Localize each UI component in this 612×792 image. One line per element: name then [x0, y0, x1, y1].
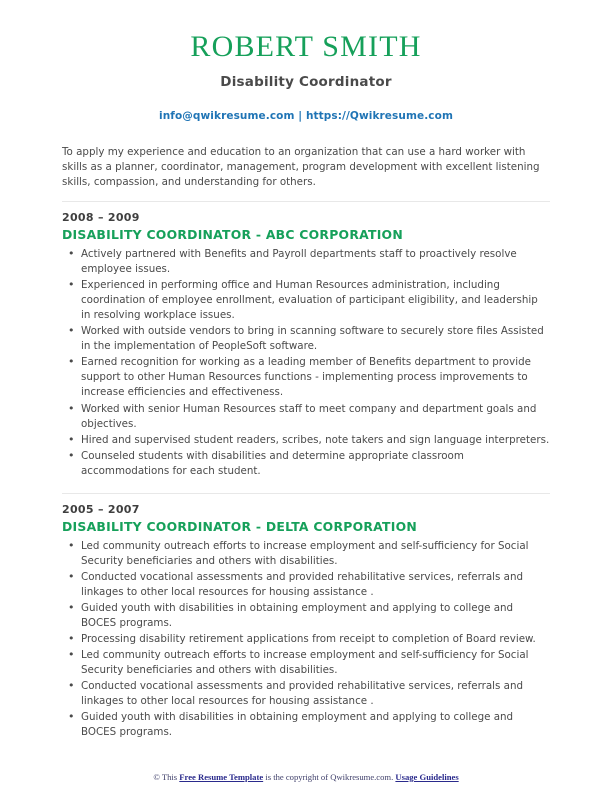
contact-info[interactable]: info@qwikresume.com | https://Qwikresume.com — [159, 109, 453, 122]
list-item: • Hired and supervised student readers, scribes, note takers and sign language interpreters. — [62, 433, 550, 448]
list-item: • Experienced in performing office and Human Resources administration, including coordination of employee enrollment, evaluation of participant eligibility, and leadership in resolving workplace issues. — [62, 278, 550, 323]
copyright-symbol: © — [153, 772, 160, 782]
list-item: • Worked with outside vendors to bring in scanning software to securely store files Assisted in the implementation of PeopleSoft software. — [62, 324, 550, 354]
list-item: • Guided youth with disabilities in obtaining employment and applying to college and BOCES programs. — [62, 710, 550, 740]
list-item: • Processing disability retirement applications from receipt to completion of Board review. — [62, 632, 550, 647]
section-divider — [62, 493, 550, 494]
experience-bullet-list — [62, 247, 550, 478]
resume-body — [0, 145, 612, 741]
usage-guidelines-link[interactable]: Usage Guidelines — [395, 772, 459, 782]
page-footer — [0, 772, 612, 782]
experience-entry — [62, 503, 550, 740]
experience-bullet-list — [62, 539, 550, 740]
experience-title: DISABILITY COORDINATOR - ABC CORPORATION — [62, 227, 403, 243]
list-item: • Guided youth with disabilities in obtaining employment and applying to college and BOCES programs. — [62, 601, 550, 631]
candidate-name: ROBERT SMITH — [190, 30, 422, 63]
candidate-job-title: Disability Coordinator — [220, 73, 392, 90]
experience-entry — [62, 211, 550, 478]
list-item: • Counseled students with disabilities and determine appropriate classroom accommodations for each student. — [62, 449, 550, 479]
experience-dates: 2008 – 2009 — [62, 211, 140, 225]
footer-mid-text: is the copyright of Qwikresume.com. — [265, 772, 394, 782]
experience-dates: 2005 – 2007 — [62, 502, 140, 516]
resume-header — [0, 0, 612, 122]
list-item: • Earned recognition for working as a leading member of Benefits department to provide support to other Human Resources functions - implementing process improvements to increase efficiencies and effectiveness. — [62, 355, 550, 400]
experience-title: DISABILITY COORDINATOR - DELTA CORPORATION — [62, 518, 417, 534]
summary-paragraph: To apply my experience and education to an organization that can use a hard worker with skills as a planner, coordinator, management, program development with excellent listening skills, compassion, and understanding for others. — [62, 145, 540, 188]
list-item: • Worked with senior Human Resources staff to meet company and department goals and objectives. — [62, 402, 550, 432]
footer-pre-text: This — [161, 772, 178, 782]
list-item: • Led community outreach efforts to increase employment and self-sufficiency for Social Security beneficiaries and others with disabilities. — [62, 539, 550, 569]
list-item: • Conducted vocational assessments and provided rehabilitative services, referrals and linkages to other local resources for housing assistance . — [62, 679, 550, 709]
list-item: • Led community outreach efforts to increase employment and self-sufficiency for Social Security beneficiaries and others with disabilities. — [62, 648, 550, 678]
section-divider — [62, 201, 550, 202]
list-item: • Actively partnered with Benefits and Payroll departments staff to proactively resolve employee issues. — [62, 247, 550, 277]
list-item: • Conducted vocational assessments and provided rehabilitative services, referrals and linkages to other local resources for housing assistance . — [62, 570, 550, 600]
free-resume-template-link[interactable]: Free Resume Template — [179, 772, 264, 782]
